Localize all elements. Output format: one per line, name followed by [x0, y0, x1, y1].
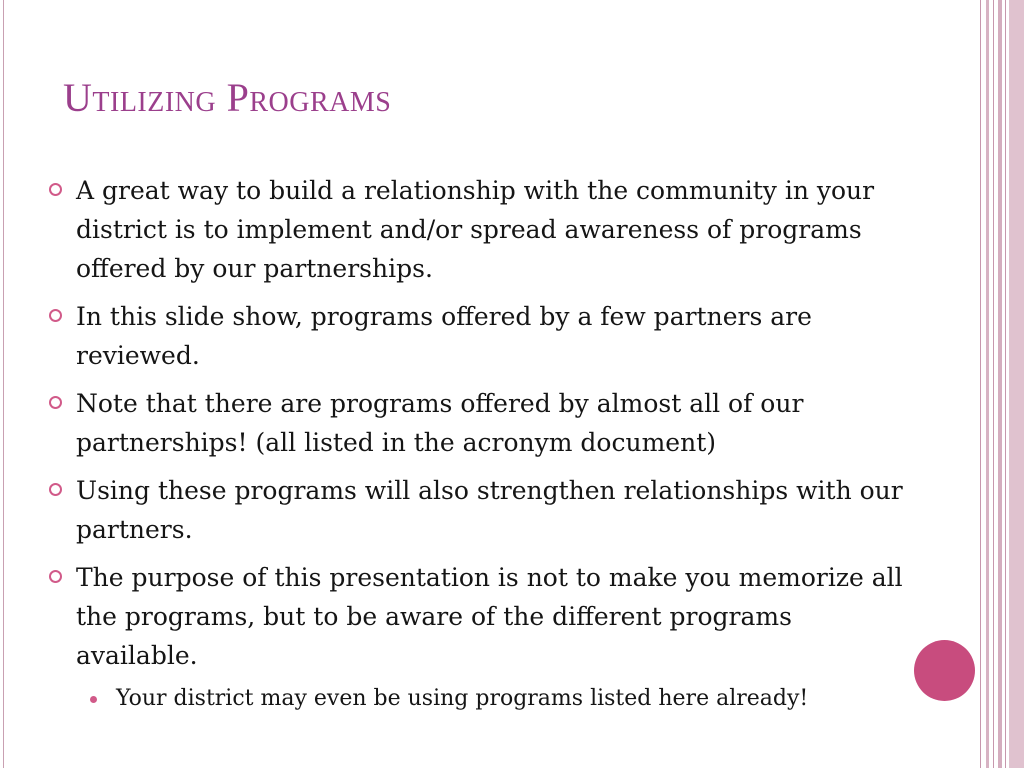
circle-bullet-icon [49, 483, 62, 496]
stripe [986, 0, 989, 768]
bullet-text: Note that there are programs offered by almost all of our partnerships! (all listed in the acronym document) [76, 389, 804, 457]
bullet-text: The purpose of this presentation is not to make you memorize all the programs, but to be aware of the different programs available. [76, 563, 903, 670]
bullet-item [46, 558, 916, 675]
circle-bullet-icon [49, 396, 62, 409]
slide-body [46, 171, 916, 716]
bullet-text: A great way to build a relationship with the community in your district is to implement and/or spread awareness of programs offered by our partnerships. [76, 176, 875, 283]
sub-bullet-text: Your district may even be using programs listed here already! [116, 686, 809, 711]
dot-bullet-icon [90, 696, 97, 703]
stripe [1005, 0, 1006, 768]
stripe [998, 0, 1002, 768]
sub-bullet-item [46, 682, 916, 716]
circle-bullet-icon [49, 183, 62, 196]
left-border-line [3, 0, 4, 768]
stripe [1009, 0, 1024, 768]
bullet-text: In this slide show, programs offered by a few partners are reviewed. [76, 302, 812, 370]
slide-title: Utilizing Programs [63, 75, 392, 120]
circle-bullet-icon [49, 309, 62, 322]
bullet-item [46, 297, 916, 375]
decorative-circle [914, 640, 975, 701]
bullet-item [46, 171, 916, 288]
bullet-item [46, 471, 916, 549]
right-decorative-stripes [980, 0, 1024, 768]
stripe [980, 0, 981, 768]
bullet-text: Using these programs will also strengthen relationships with our partners. [76, 476, 903, 544]
stripe [993, 0, 994, 768]
bullet-item [46, 384, 916, 462]
circle-bullet-icon [49, 570, 62, 583]
